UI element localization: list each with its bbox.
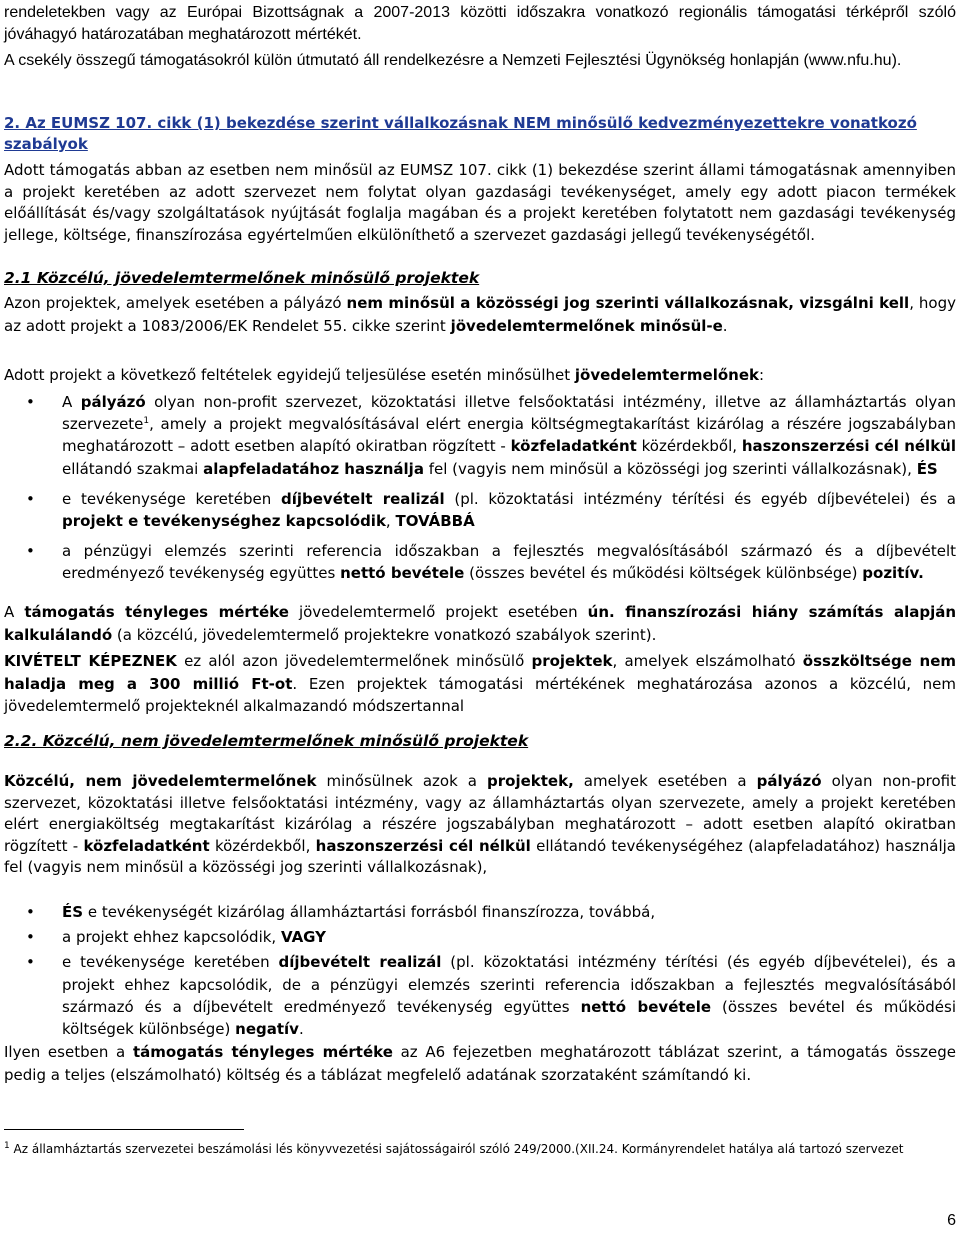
section-2-1-paragraph-2: Adott projekt a következő feltételek egyidejű teljesülése esetén minősülhet jövedelemtermelőnek: [4, 366, 765, 384]
section-2-1-paragraph-3: A támogatás tényleges mértéke jövedelemtermelő projekt esetében ún. finanszírozási hiány számítás alapján kalkulálandó (a közcélú, jövedelemtermelő projektekre vonatkozó szabályok szerint). [4, 603, 957, 644]
list-item: • e tevékenysége keretében díjbevételt realizál (pl. közoktatási intézmény térítési és egyéb díjbevételei) és a projekt e tevékenységhez kapcsolódik, TOVÁBBÁ [26, 489, 956, 531]
bullet-icon: • [26, 953, 35, 972]
list-item: • a projekt ehhez kapcsolódik, VAGY [4, 926, 956, 948]
section-2-1-paragraph-4: KIVÉTELT KÉPEZNEK ez alól azon jövedelemtermelőnek minősülő projektek, amelyek elszámolható összköltsége nem haladja meg a 300 millió Ft-ot. Ezen projektek támogatási mértékének meghatározása azonos a közcélú, nem jövedelemtermelő projekteknél alkalmazandó módszertannal [4, 652, 957, 715]
footnote-ref: 1 [143, 416, 150, 427]
bullet-icon: • [26, 903, 35, 921]
list-item: • a pénzügyi elemzés szerinti referencia időszakban a fejlesztés megvalósításából származó és a díjbevételt eredményező tevékenység együttes nettó bevétele (összes bevétel és működési költségek különbsége) pozitív. [26, 542, 956, 583]
footnote-separator [4, 1129, 244, 1130]
section-2-2-paragraph-1: Közcélú, nem jövedelemtermelőnek minősülnek azok a projektek, amelyek esetében a pályázó olyan non-profit szervezet, közoktatási illetve felsőoktatási intézmény, vagy az államháztartás olyan szervezete, amely a projekt keretében elért energiaköltség megtakarítást kizárólag a részére jogszabályban meghatározott – adott esetben alapító okiratban rögzített - közfeladatként közérdekből, haszonszerzési cél nélkül ellátandó tevékenységéhez (alapfeladatához) használja fel (vagyis nem minősül a közösségi jog szerinti vállalkozásnak), [4, 772, 956, 877]
list-item: • A pályázó olyan non-profit szervezet, közoktatási illetve felsőoktatási intézmény, illetve az államháztartás olyan szervezete$^1$, amely a projekt megvalósításával elért energia költségmegtakarítást kizárólag a részére jogszabályban meghatározott – adott esetben alapító okiratban rögzített - közfeladatként közérdekből, haszonszerzési cél nélkül ellátandó szakmai alapfeladatához használja fel (vagyis nem minősül a közösségi jog szerinti vállalkozásnak), ÉS [26, 393, 957, 478]
section-2-1-conditions-list [4, 391, 956, 585]
section-2-paragraph: Adott támogatás abban az esetben nem minősül az EUMSZ 107. cikk (1) bekezdése szerint állami támogatásnak amennyiben a projekt keretében az adott szervezet nem folytat olyan gazdasági tevékenységet, amely egy adott piacon termékek előállítását és/vagy szolgáltatások nyújtását foglalja magában és a projekt keretében folytatott nem gazdasági tevékenység jellege, költsége, finanszírozása egyértelműen elkülöníthető a szervezet gazdasági jellegű tevékenységétől. [4, 161, 956, 245]
section-2-2-paragraph-2: Ilyen esetben a támogatás tényleges mértéke az A6 fejezetben meghatározott táblázat szerint, a támogatás összege pedig a teljes (elszámolható) költség és a táblázat megfelelő adatának szorzataként számítandó ki. [4, 1043, 956, 1084]
section-2-2-heading: 2.2. Közcélú, nem jövedelemtermelőnek minősülő projektek [4, 732, 529, 750]
intro-nfu-paragraph: A csekély összegű támogatásokról külön útmutató áll rendelkezésre a Nemzeti Fejlesztési Ügynökség honlapján (www.nfu.hu). [4, 52, 902, 69]
intro-paragraph: rendeletekben vagy az Európai Bizottságnak a 2007-2013 közötti időszakra vonatkozó regionális támogatási térképről szóló jóváhagyó határozatában meghatározott mértékét. [4, 4, 956, 43]
section-2-2-conditions-list [4, 901, 956, 1040]
bullet-icon: • [26, 393, 35, 411]
bullet-icon: • [26, 928, 35, 947]
section-2-1-heading: 2.1 Közcélú, jövedelemtermelőnek minősülő projektek [4, 269, 480, 287]
footnote: $^1$ Az államháztartás szervezetei beszámolási lés könyvvezetési sajátosságairól szóló 249/2000.(XII.24. Kormányrendelet hatálya alá tartozó szervezet [4, 1141, 904, 1156]
page-number: 6 [947, 1212, 956, 1229]
list-item: • e tevékenysége keretében díjbevételt realizál (pl. közoktatási intézmény térítési (és egyéb díjbevételei), és a projekt ehhez kapcsolódik, de a pénzügyi elemzés szerinti referencia időszakban a fejlesztés megvalósításából származó és a díjbevételt eredményező tevékenység együttes nettó bevétele (összes bevétel és működési költségek különbsége) negatív. [26, 953, 956, 1039]
list-item: • ÉS e tevékenységét kizárólag államháztartási forrásból finanszírozza, továbbá, [4, 901, 956, 923]
section-2-heading: 2. Az EUMSZ 107. cikk (1) bekezdése szerint vállalkozásnak NEM minősülő kedvezményezettekre vonatkozó szabályok [4, 114, 917, 153]
section-2-1-paragraph-1: Azon projektek, amelyek esetében a pályázó nem minősül a közösségi jog szerinti vállalkozásnak, vizsgálni kell, hogy az adott projekt a 1083/2006/EK Rendelet 55. cikke szerint jövedelemtermelőnek minősül-e. [4, 294, 957, 335]
footnote-number: 1 [4, 1141, 10, 1151]
bullet-icon: • [26, 542, 35, 561]
bullet-icon: • [26, 489, 35, 508]
